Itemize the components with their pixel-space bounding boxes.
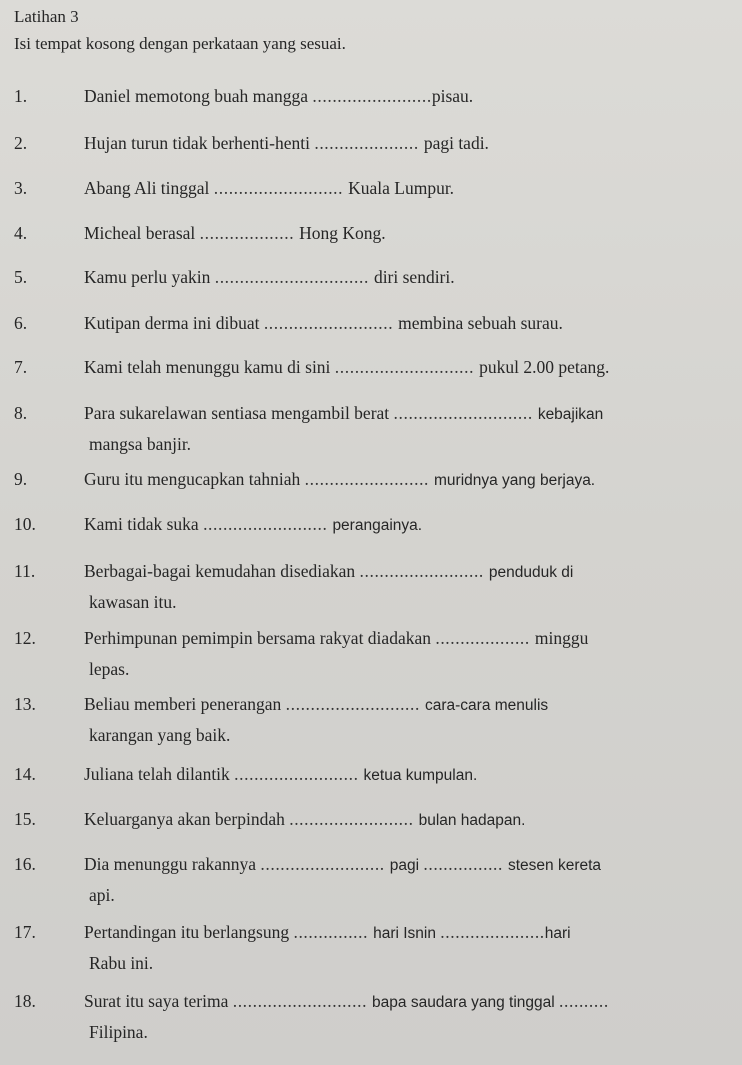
answer-blank[interactable]: ..................... bbox=[314, 133, 424, 153]
answer-blank[interactable]: ................... bbox=[435, 628, 535, 648]
question-text bbox=[84, 627, 588, 649]
question-number: 8. bbox=[14, 403, 28, 423]
question-number: 15. bbox=[14, 809, 36, 829]
question-text bbox=[84, 763, 477, 787]
question-stem: Kami tidak suka bbox=[84, 514, 204, 534]
question-number: 17. bbox=[14, 922, 36, 942]
answer-blank[interactable]: ........................ bbox=[312, 86, 432, 106]
question-text bbox=[84, 560, 573, 584]
question-number: 16. bbox=[14, 854, 36, 874]
answer-blank[interactable]: ......................... bbox=[260, 854, 390, 874]
question-number: 6. bbox=[14, 313, 28, 333]
question-number: 5. bbox=[14, 267, 28, 287]
question-number: 11. bbox=[14, 561, 36, 581]
question-after-text: Hong Kong. bbox=[299, 223, 386, 243]
question-text bbox=[84, 921, 571, 945]
answer-blank[interactable]: ................... bbox=[199, 223, 300, 243]
answer-blank-2[interactable]: .......... bbox=[559, 991, 609, 1011]
answer-blank[interactable]: ............................ bbox=[334, 357, 480, 377]
answer-blank[interactable]: ............................... bbox=[214, 267, 374, 287]
question-after-text: bapa saudara yang tinggal bbox=[372, 994, 560, 1011]
answer-blank[interactable]: ......................... bbox=[289, 809, 419, 829]
question-after-text: perangainya. bbox=[332, 517, 423, 534]
question-stem: Abang Ali tinggal bbox=[84, 178, 214, 198]
question-after-text: pukul 2.00 petang. bbox=[479, 357, 610, 377]
answer-blank[interactable]: ............... bbox=[293, 922, 374, 942]
question-continuation: Filipina. bbox=[89, 1022, 148, 1042]
answer-blank[interactable]: ......................... bbox=[359, 561, 489, 581]
question-text bbox=[84, 808, 525, 832]
question-stem: Surat itu saya terima bbox=[84, 991, 233, 1011]
question-text bbox=[84, 853, 601, 877]
question-text bbox=[84, 356, 609, 378]
question-number: 9. bbox=[14, 469, 28, 489]
question-text bbox=[84, 85, 473, 107]
question-after-text-2: stesen kereta bbox=[507, 857, 602, 874]
answer-blank[interactable]: ......................... bbox=[203, 514, 333, 534]
question-number: 12. bbox=[14, 628, 36, 648]
question-number: 13. bbox=[14, 694, 36, 714]
question-continuation: kawasan itu. bbox=[89, 592, 177, 612]
question-number: 14. bbox=[14, 764, 36, 784]
question-text bbox=[84, 513, 422, 537]
question-after-text: membina sebuah surau. bbox=[398, 313, 563, 333]
exercise-instruction: Isi tempat kosong dengan perkataan yang sesuai. bbox=[14, 34, 346, 53]
question-stem: Kutipan derma ini dibuat bbox=[84, 313, 264, 333]
answer-blank[interactable]: ........................... bbox=[285, 694, 425, 714]
question-text bbox=[84, 222, 386, 244]
question-text bbox=[84, 132, 489, 154]
answer-blank[interactable]: ......................... bbox=[304, 469, 434, 489]
question-after-text: pagi bbox=[389, 857, 424, 874]
question-after-text: pisau. bbox=[431, 86, 474, 106]
question-after-text: Kuala Lumpur. bbox=[348, 178, 455, 198]
question-text bbox=[84, 312, 563, 334]
question-stem: Juliana telah dilantik bbox=[84, 764, 235, 784]
question-after-text: hari Isnin bbox=[373, 925, 441, 942]
question-number: 3. bbox=[14, 178, 28, 198]
question-after-text: bulan hadapan. bbox=[418, 812, 526, 829]
answer-blank-2[interactable]: ..................... bbox=[440, 922, 545, 942]
question-after-text: pagi tadi. bbox=[423, 133, 489, 153]
question-text bbox=[84, 468, 595, 492]
question-after-text: diri sendiri. bbox=[373, 267, 455, 287]
question-continuation: lepas. bbox=[89, 659, 130, 679]
question-stem: Guru itu mengucapkan tahniah bbox=[84, 469, 305, 489]
question-stem: Daniel memotong buah mangga bbox=[84, 86, 313, 106]
question-number: 1. bbox=[14, 86, 28, 106]
answer-blank[interactable]: ............................ bbox=[393, 403, 538, 423]
question-stem: Kamu perlu yakin bbox=[84, 267, 215, 287]
exercise-title: Latihan 3 bbox=[14, 7, 79, 26]
question-number: 10. bbox=[14, 514, 36, 534]
answer-blank[interactable]: .......................... bbox=[263, 313, 399, 333]
question-number: 4. bbox=[14, 223, 28, 243]
question-stem: Micheal berasal bbox=[84, 223, 200, 243]
question-stem: Beliau memberi penerangan bbox=[84, 694, 286, 714]
question-stem: Hujan turun tidak berhenti-henti bbox=[84, 133, 315, 153]
question-text bbox=[84, 990, 609, 1014]
question-after-text: minggu bbox=[534, 628, 589, 648]
question-text bbox=[84, 693, 548, 717]
question-continuation: api. bbox=[89, 885, 115, 905]
question-after-text: penduduk di bbox=[488, 564, 574, 581]
question-stem: Pertandingan itu berlangsung bbox=[84, 922, 294, 942]
question-text bbox=[84, 402, 603, 426]
question-continuation: mangsa banjir. bbox=[89, 434, 192, 454]
question-stem: Para sukarelawan sentiasa mengambil berat bbox=[84, 403, 394, 423]
answer-blank[interactable]: ........................... bbox=[232, 991, 373, 1011]
question-number: 2. bbox=[14, 133, 28, 153]
answer-blank[interactable]: ......................... bbox=[234, 764, 364, 784]
answer-blank-2[interactable]: ................ bbox=[423, 854, 508, 874]
question-after-text: cara-cara menulis bbox=[424, 697, 549, 714]
question-text bbox=[84, 266, 455, 288]
question-continuation: karangan yang baik. bbox=[89, 725, 231, 745]
question-after-text-2: hari bbox=[544, 925, 571, 942]
question-continuation: Rabu ini. bbox=[89, 953, 154, 973]
answer-blank[interactable]: .......................... bbox=[213, 178, 349, 198]
question-stem: Dia menunggu rakannya bbox=[84, 854, 261, 874]
question-stem: Kami telah menunggu kamu di sini bbox=[84, 357, 335, 377]
question-number: 7. bbox=[14, 357, 28, 377]
question-number: 18. bbox=[14, 991, 36, 1011]
question-after-text: muridnya yang berjaya. bbox=[434, 472, 596, 489]
question-text bbox=[84, 177, 454, 199]
question-after-text: ketua kumpulan. bbox=[363, 767, 478, 784]
question-stem: Berbagai-bagai kemudahan disediakan bbox=[84, 561, 360, 581]
question-stem: Keluarganya akan berpindah bbox=[84, 809, 290, 829]
question-after-text: kebajikan bbox=[537, 406, 604, 423]
question-stem: Perhimpunan pemimpin bersama rakyat diadakan bbox=[84, 628, 436, 648]
